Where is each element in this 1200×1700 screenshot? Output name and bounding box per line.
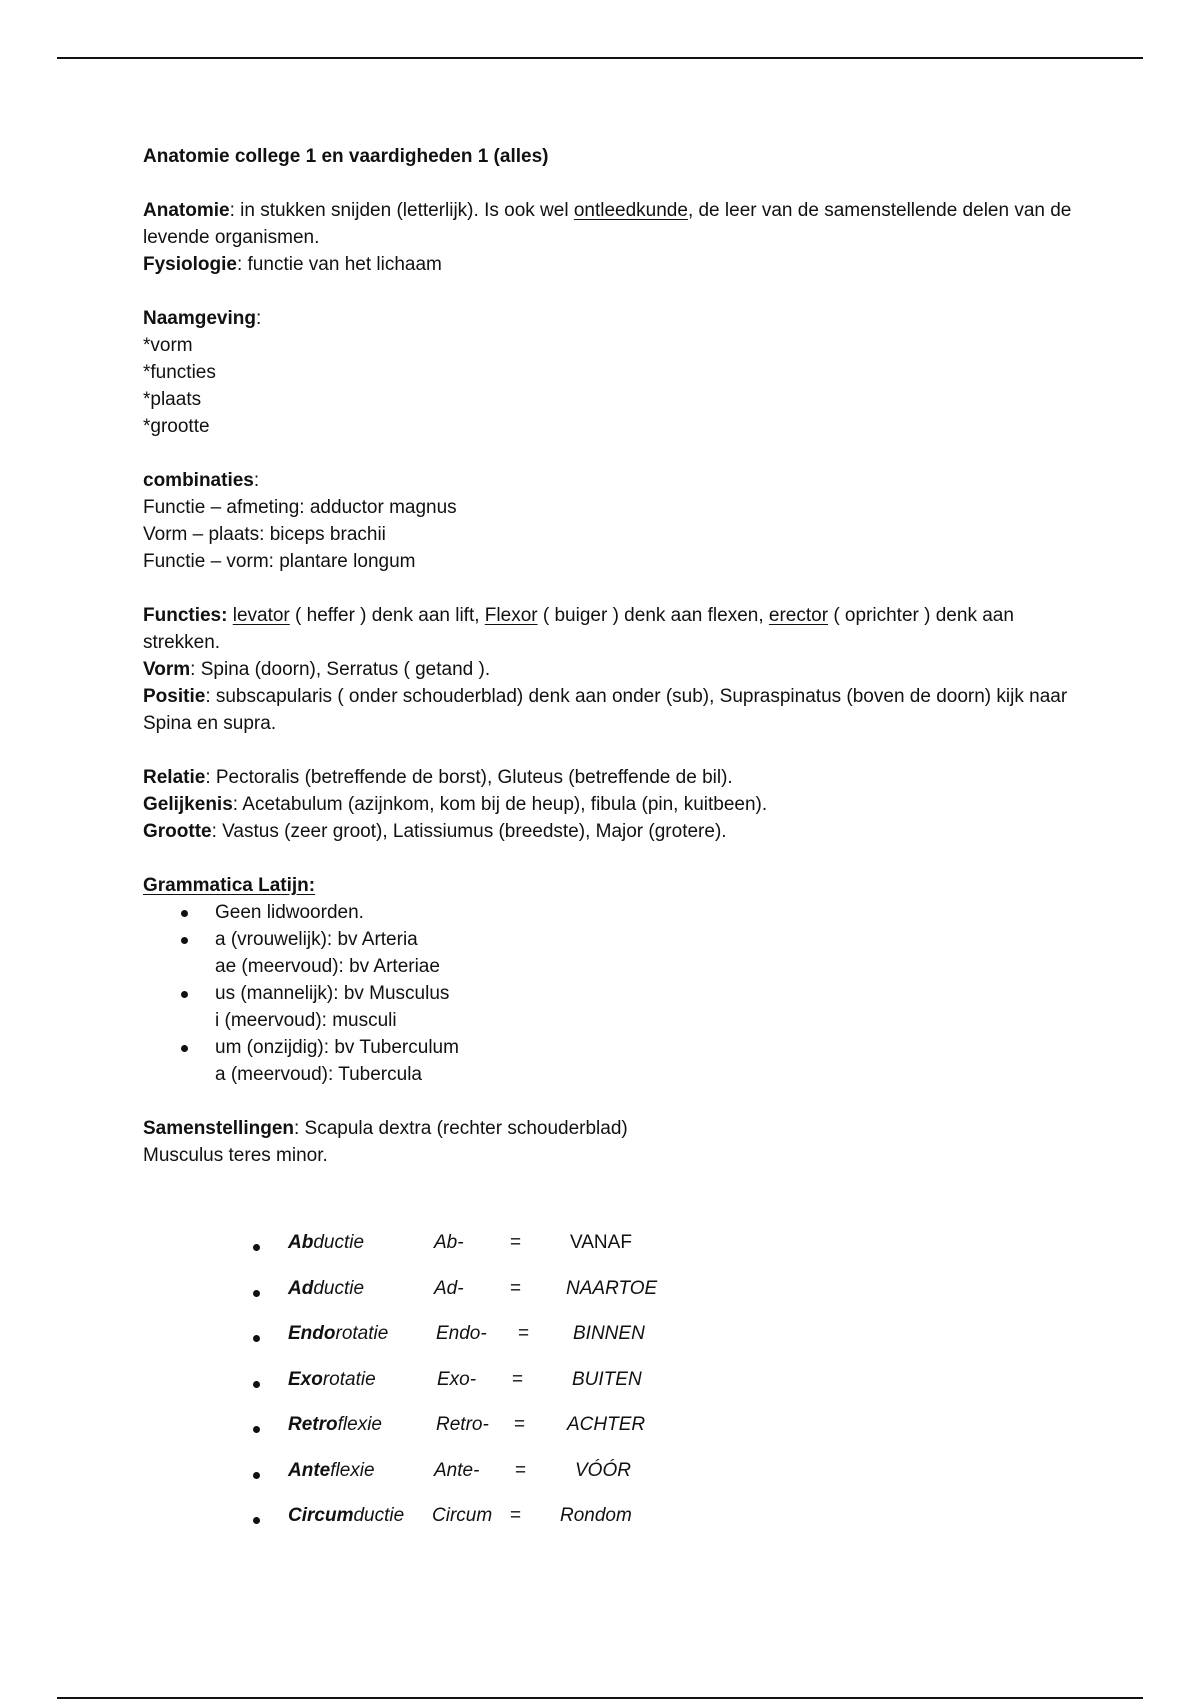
- samenstellingen-paragraph: Samenstellingen: Scapula dextra (rechter schouderblad): [143, 1118, 628, 1139]
- movement-terms-list: [250, 1232, 750, 1551]
- bullet-icon: [253, 1381, 260, 1388]
- naamgeving-item: *functies: [143, 362, 216, 383]
- footer-rule: [57, 1697, 1143, 1699]
- term-erector: erector: [768, 605, 829, 626]
- header-rule: [57, 57, 1143, 59]
- bullet-icon: [253, 1426, 260, 1433]
- term-ontleedkunde: ontleedkunde: [573, 200, 688, 221]
- relatie-paragraph: Relatie: Pectoralis (betreffende de borst), Gluteus (betreffende de bil).: [143, 767, 733, 788]
- list-item: Retroflexie Retro- = ACHTER: [250, 1414, 750, 1460]
- bullet-icon: [253, 1517, 260, 1524]
- list-item: Anteflexie Ante- = VÓÓR: [250, 1460, 750, 1506]
- naamgeving-heading: Naamgeving:: [143, 308, 262, 329]
- list-item: Exorotatie Exo- = BUITEN: [250, 1369, 750, 1415]
- bullet-icon: [253, 1472, 260, 1479]
- gelijkenis-paragraph: Gelijkenis: Acetabulum (azijnkom, kom bij de heup), fibula (pin, kuitbeen).: [143, 794, 768, 815]
- bullet-icon: [253, 1335, 260, 1342]
- term-levator: levator: [232, 605, 290, 626]
- list-item: Adductie Ad- = NAARTOE: [250, 1278, 750, 1324]
- functies-paragraph: Functies: levator ( heffer ) denk aan lift, Flexor ( buiger ) denk aan flexen, erector ( oprichter ) denk aan strekken.: [143, 605, 1014, 653]
- term-flexor: Flexor: [484, 605, 538, 626]
- list-item: Abductie Ab- = VANAF: [250, 1232, 750, 1278]
- naamgeving-item: *vorm: [143, 335, 193, 356]
- combinaties-item: Vorm – plaats: biceps brachii: [143, 524, 386, 545]
- definition-fysiologie: Fysiologie: functie van het lichaam: [143, 254, 442, 275]
- document-title: Anatomie college 1 en vaardigheden 1 (alles): [143, 146, 549, 167]
- grammatica-list: [143, 899, 1073, 1088]
- combinaties-item: Functie – afmeting: adductor magnus: [143, 497, 457, 518]
- combinaties-item: Functie – vorm: plantare longum: [143, 551, 416, 572]
- naamgeving-item: *grootte: [143, 416, 210, 437]
- list-item: a (vrouwelijk): bv Arteria ae (meervoud): bv Arteriae: [215, 926, 1073, 980]
- positie-paragraph: Positie: subscapularis ( onder schouderblad) denk aan onder (sub), Supraspinatus (boven de doorn) kijk naar Spina en supra.: [143, 686, 1068, 734]
- list-item: us (mannelijk): bv Musculus i (meervoud): musculi: [215, 980, 1073, 1034]
- list-item: Endorotatie Endo- = BINNEN: [250, 1323, 750, 1369]
- definition-anatomie: Anatomie: in stukken snijden (letterlijk). Is ook wel ontleedkunde, de leer van de samenstellende delen van de levende organismen.: [143, 200, 1072, 248]
- list-item: Circumductie Circum = Rondom: [250, 1505, 750, 1551]
- document-body: [143, 143, 1073, 1169]
- combinaties-heading: combinaties:: [143, 470, 260, 491]
- grootte-paragraph: Grootte: Vastus (zeer groot), Latissiumus (breedste), Major (grotere).: [143, 821, 727, 842]
- list-item: Geen lidwoorden.: [215, 899, 1073, 926]
- samenstellingen-line2: Musculus teres minor.: [143, 1145, 328, 1166]
- naamgeving-item: *plaats: [143, 389, 202, 410]
- vorm-paragraph: Vorm: Spina (doorn), Serratus ( getand ).: [143, 659, 491, 680]
- list-item: um (onzijdig): bv Tuberculum a (meervoud): Tubercula: [215, 1034, 1073, 1088]
- bullet-icon: [253, 1290, 260, 1297]
- grammatica-heading: Grammatica Latijn:: [143, 875, 316, 896]
- bullet-icon: [253, 1244, 260, 1251]
